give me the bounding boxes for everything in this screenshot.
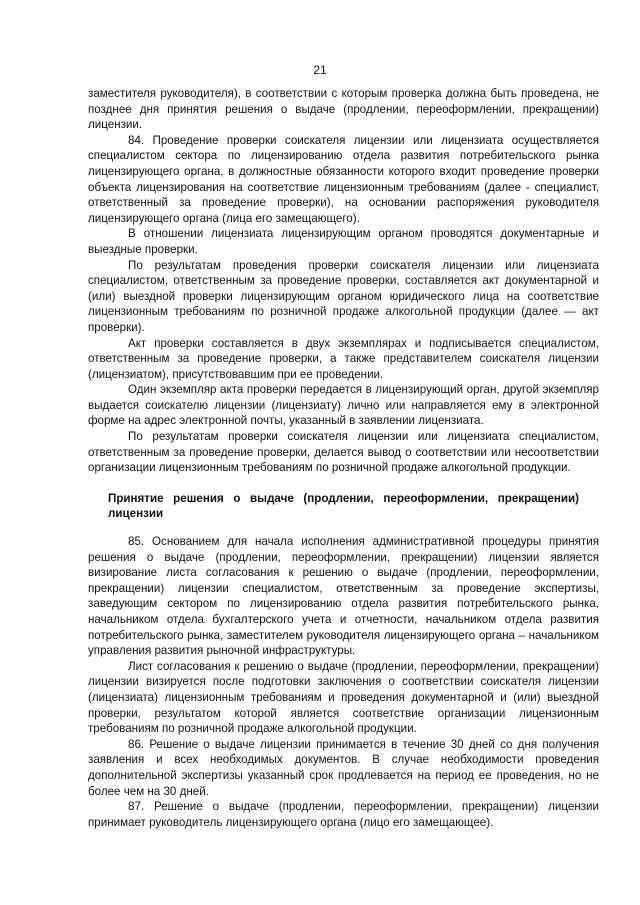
paragraph: Акт проверки составляется в двух экземплярах и подписывается специалистом, ответственным за проведение проверки, а также представителем соискателя лицензии (лицензиатом), присутствовавшим при ее проведении. (88, 336, 599, 381)
page-number: 21 (313, 63, 327, 77)
paragraph: заместителя руководителя), в соответствии с которым проверка должна быть проведена, не позднее дня принятия решения о выдаче (продлении, переоформлении, прекращении) лицензии. (88, 87, 599, 132)
paragraph: 86. Решение о выдаче лицензии принимается в течение 30 дней со дня получения заявления и всех необходимых документов. В случае необходимости проведения дополнительной экспертизы указанный срок продлевается на период ее проведения, но не более чем на 30 дней. (88, 737, 599, 798)
document-body (88, 86, 599, 830)
paragraph: Лист согласования к решению о выдаче (продлении, переоформлении, прекращении) лицензии визируется после подготовки заключения о соответствии соискателя лицензии (лицензиата) лицензионным требованиям и проведения документарной и (или) выездной проверки, результатом которой является соответствие организации лицензионным требованиям по розничной продаже алкогольной продукции. (88, 659, 599, 736)
paragraph: По результатам проведения проверки соискателя лицензии или лицензиата специалистом, ответственным за проведение проверки, составляется акт документарной и (или) выездной проверки лицензирующим органом юридического лица на соответствие лицензионным требованиям по розничной продаже алкогольной продукции (далее — акт проверки). (88, 258, 599, 334)
paragraph: 84. Проведение проверки соискателя лицензии или лицензиата осуществляется специалистом сектора по лицензированию отдела развития потребительского рынка лицензирующего органа, в должностные обязанности которого входит проведение проверки объекта лицензирования на соответствие лицензионным требованиям (далее - специалист, ответственный за проведение проверки), на основании распоряжения руководителя лицензирующего органа (лица его замещающего). (88, 133, 599, 225)
paragraph: 85. Основанием для начала исполнения административной процедуры принятия решения о выдаче (продлении, переоформлении, прекращении) лицензии является визирование листа согласования к решению о выдаче (продлении, переоформлении, прекращении) лицензии специалистом, ответственным за проведение экспертизы, заведующим сектором по лицензированию отдела развития потребительского рынка, начальником отдела бухгалтерского учета и отчетности, начальником отдела развития потребительского рынка, заместителем руководителя лицензирующего органа – начальником управления развития рыночной инфраструктуры. (88, 535, 599, 658)
section-before (88, 86, 599, 476)
section-after (88, 534, 599, 830)
paragraph: 87. Решение о выдаче (продлении, переоформлении, прекращении) лицензии принимает руководитель лицензирующего органа (лицо его замещающее). (88, 800, 599, 829)
paragraph: В отношении лицензиата лицензирующим органом проводятся документарные и выездные проверки. (88, 227, 599, 256)
paragraph: Один экземпляр акта проверки передается в лицензирующий орган, другой экземпляр выдается соискателю лицензии (лицензиату) лично или направляется ему в электронной форме на адрес электронной почты, указанный в заявлении лицензиата. (88, 383, 599, 428)
section-heading: Принятие решения о выдаче (продлении, переоформлении, прекращении) лицензии (108, 491, 579, 521)
paragraph: По результатам проверки соискателя лицензии или лицензиата специалистом, ответственным за проведение проверки, делается вывод о соответствии или несоответствии организации лицензионным требованиям по розничной продаже алкогольной продукции. (88, 430, 599, 475)
